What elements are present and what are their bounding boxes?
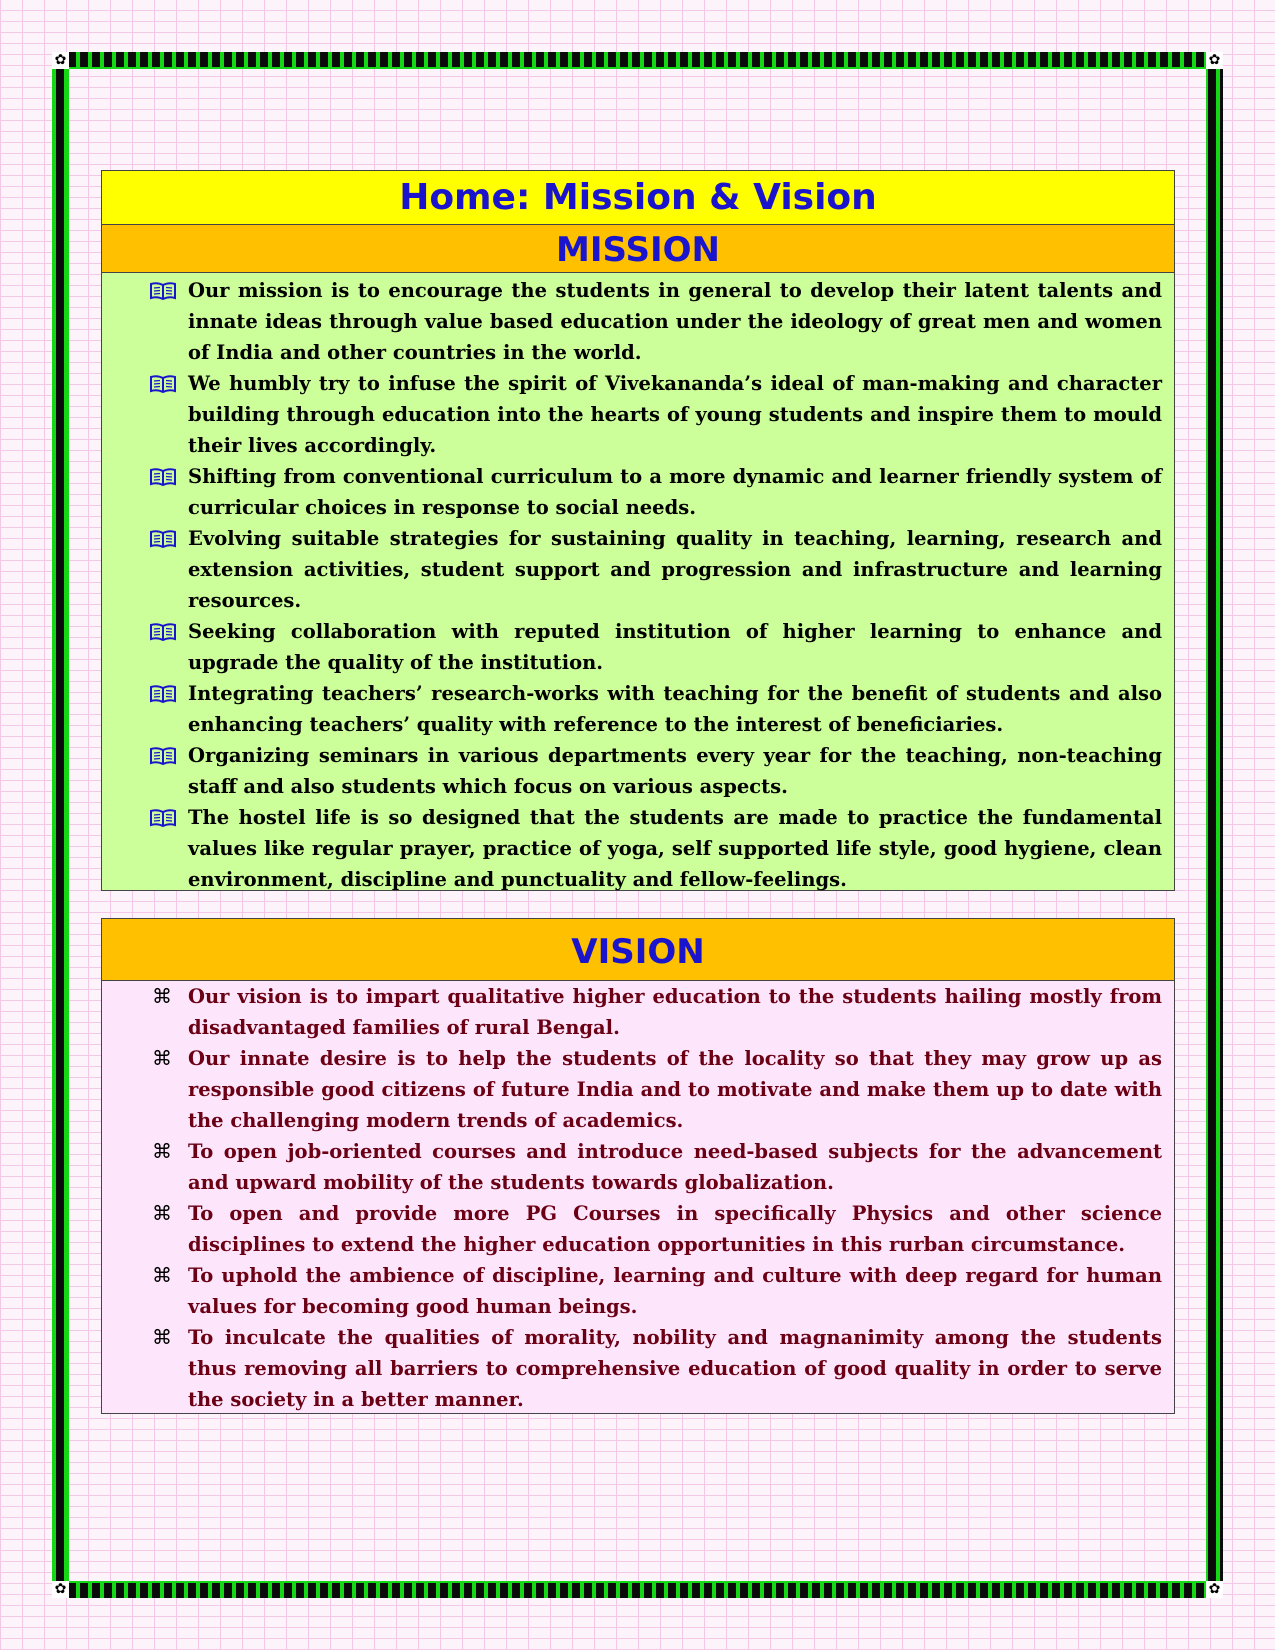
mission-item <box>102 461 1174 523</box>
mission-item-text: Evolving suitable strategies for sustaining quality in teaching, learning, research and extension activities, student support and progression and infrastructure and learning resources. <box>188 527 1162 612</box>
command-symbol-icon: ⌘ <box>152 1046 172 1070</box>
command-symbol-icon: ⌘ <box>152 1325 172 1349</box>
mission-item <box>102 523 1174 616</box>
mission-list <box>102 273 1174 895</box>
vision-item <box>102 981 1174 1043</box>
vision-item <box>102 1322 1174 1415</box>
open-book-icon <box>150 616 178 647</box>
vision-heading: VISION <box>102 919 1174 981</box>
vision-list <box>102 981 1174 1415</box>
mission-item <box>102 275 1174 368</box>
vision-item <box>102 1136 1174 1198</box>
corner-ornament-icon: ✿ <box>1206 1581 1223 1598</box>
vision-item <box>102 1043 1174 1136</box>
vision-item <box>102 1198 1174 1260</box>
mission-item <box>102 740 1174 802</box>
mission-section <box>101 170 1175 891</box>
open-book-icon <box>150 678 178 709</box>
mission-item <box>102 616 1174 678</box>
mission-item <box>102 678 1174 740</box>
corner-ornament-icon: ✿ <box>1206 52 1223 69</box>
vision-item-text: Our vision is to impart qualitative higher education to the students hailing mostly from disadvantaged families of rural Bengal. <box>188 985 1162 1039</box>
mission-item <box>102 802 1174 895</box>
command-symbol-icon: ⌘ <box>152 1263 172 1287</box>
vision-item-text: To open and provide more PG Courses in specifically Physics and other science disciplines to extend the higher education opportunities in this rurban circumstance. <box>188 1202 1162 1256</box>
vision-item-text: Our innate desire is to help the students of the locality so that they may grow up as responsible good citizens of future India and to motivate and make them up to date with the challenging modern trends of academics. <box>188 1047 1162 1132</box>
open-book-icon <box>150 523 178 554</box>
vision-item <box>102 1260 1174 1322</box>
mission-item-text: Our mission is to encourage the students in general to develop their latent talents and innate ideas through value based education under the ideology of great men and women of India and other countries in the world. <box>188 279 1162 364</box>
mission-item <box>102 368 1174 461</box>
mission-item-text: Seeking collaboration with reputed institution of higher learning to enhance and upgrade the quality of the institution. <box>188 620 1162 674</box>
open-book-icon <box>150 740 178 771</box>
vision-item-text: To uphold the ambience of discipline, learning and culture with deep regard for human values for becoming good human beings. <box>188 1264 1162 1318</box>
mission-item-text: Organizing seminars in various departments every year for the teaching, non-teaching staff and also students which focus on various aspects. <box>188 744 1162 798</box>
mission-item-text: Shifting from conventional curriculum to a more dynamic and learner friendly system of curricular choices in response to social needs. <box>188 465 1162 519</box>
mission-heading: MISSION <box>102 225 1174 273</box>
open-book-icon <box>150 368 178 399</box>
mission-item-text: The hostel life is so designed that the students are made to practice the fundamental values like regular prayer, practice of yoga, self supported life style, good hygiene, clean environment, discipline and punctuality and fellow-feelings. <box>188 806 1162 891</box>
mission-item-text: We humbly try to infuse the spirit of Vivekananda’s ideal of man-making and character building through education into the hearts of young students and inspire them to mould their lives accordingly. <box>188 372 1162 457</box>
page-title: Home: Mission & Vision <box>102 171 1174 225</box>
open-book-icon <box>150 461 178 492</box>
corner-ornament-icon: ✿ <box>52 1581 69 1598</box>
corner-ornament-icon: ✿ <box>52 52 69 69</box>
command-symbol-icon: ⌘ <box>152 1201 172 1225</box>
open-book-icon <box>150 802 178 833</box>
open-book-icon <box>150 275 178 306</box>
mission-item-text: Integrating teachers’ research-works with teaching for the benefit of students and also enhancing teachers’ quality with reference to the interest of beneficiaries. <box>188 682 1162 736</box>
vision-section <box>101 918 1175 1414</box>
vision-item-text: To inculcate the qualities of morality, nobility and magnanimity among the students thus removing all barriers to comprehensive education of good quality in order to serve the society in a better manner. <box>188 1326 1162 1411</box>
command-symbol-icon: ⌘ <box>152 1139 172 1163</box>
command-symbol-icon: ⌘ <box>152 984 172 1008</box>
vision-item-text: To open job-oriented courses and introduce need-based subjects for the advancement and upward mobility of the students towards globalization. <box>188 1140 1162 1194</box>
